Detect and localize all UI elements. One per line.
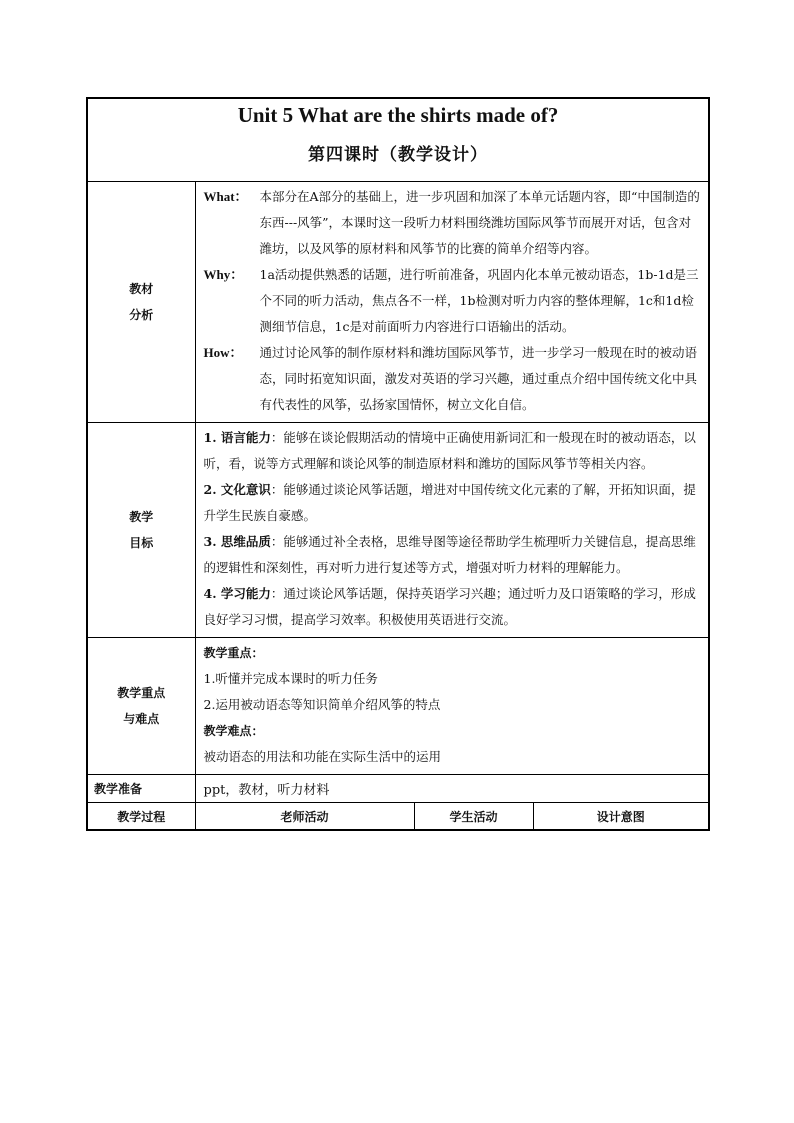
analysis-why: Why： 1a活动提供熟悉的话题，进行听前准备，巩固内化本单元被动语态，1b-1d是三个不同的听力活动，焦点各不一样，1b检测对听力内容的整体理解，1c和1d检测细节信息，1c是对前面听力内容进行口语输出的活动。 xyxy=(203,267,699,334)
key-heading: 教学重点： xyxy=(203,646,264,660)
goal-item: 1. 语言能力：能够在谈论假期活动的情境中正确使用新词汇和一般现在时的被动语态，以听，看，说等方式理解和谈论风筝的制造原材料和潍坊的国际风筝节等相关内容。 xyxy=(203,430,696,471)
goal-item: 4. 学习能力：通过谈论风筝话题，保持英语学习兴趣；通过听力及口语策略的学习，形成良好学习习惯，提高学习效率。积极使用英语进行交流。 xyxy=(203,586,696,627)
process-col-student: 学生活动 xyxy=(414,803,533,831)
prep-label: 教学准备 xyxy=(87,775,195,803)
analysis-content xyxy=(195,182,709,423)
goal-item: 2. 文化意识：能够通过谈论风筝话题，增进对中国传统文化元素的了解，开拓知识面，提升学生民族自豪感。 xyxy=(203,482,696,523)
keypoints-label: 教学重点 与难点 xyxy=(87,638,195,775)
difficulty-item: 被动语态的用法和功能在实际生活中的运用 xyxy=(203,749,442,764)
key-item: 2.运用被动语态等知识简单介绍风筝的特点 xyxy=(203,697,441,712)
goal-item: 3. 思维品质：能够通过补全表格，思维导图等途径帮助学生梳理听力关键信息，提高思维的逻辑性和深刻性，再对听力进行复述等方式，增强对听力材料的理解能力。 xyxy=(203,534,696,575)
lesson-plan-table xyxy=(86,97,710,831)
process-header-row xyxy=(87,803,709,831)
prep-value: ppt，教材，听力材料 xyxy=(195,775,709,803)
page-title: Unit 5 What are the shirts made of? xyxy=(237,103,559,127)
analysis-how: How： 通过讨论风筝的制作原材料和潍坊国际风筝节，进一步学习一般现在时的被动语态，同时拓宽知识面，激发对英语的学习兴趣，通过重点介绍中国传统文化中具有代表性的风筝，弘扬家国情怀，树立文化自信。 xyxy=(203,345,698,412)
analysis-what: What： 本部分在A部分的基础上，进一步巩固和加深了本单元话题内容，即“中国制造的东西---风筝”，本课时这一段听力材料围绕潍坊国际风筝节而展开对话，包含对潍坊，以及风筝的原材料和风筝节的比赛的简单介绍等内容。 xyxy=(203,189,700,256)
goals-label: 教学 目标 xyxy=(87,423,195,638)
key-item: 1.听懂并完成本课时的听力任务 xyxy=(203,671,378,686)
title-cell xyxy=(87,98,709,182)
difficulty-heading: 教学难点： xyxy=(203,724,264,738)
analysis-label: 教材 分析 xyxy=(87,182,195,423)
keypoints-content xyxy=(195,638,709,775)
process-col-stage: 教学过程 xyxy=(87,803,195,831)
process-col-teacher: 老师活动 xyxy=(195,803,414,831)
process-col-purpose: 设计意图 xyxy=(533,803,709,831)
goals-content xyxy=(195,423,709,638)
page-subtitle: 第四课时（教学设计） xyxy=(308,145,488,165)
lesson-plan xyxy=(86,97,708,831)
